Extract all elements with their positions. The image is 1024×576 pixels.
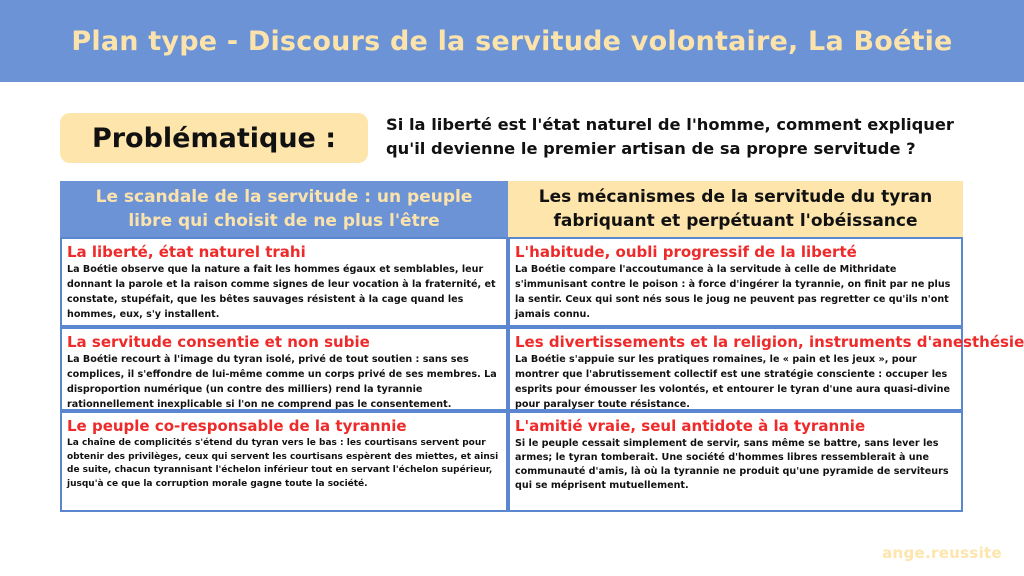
problematique-badge — [60, 113, 368, 163]
section-body: La Boétie s'appuie sur les pratiques romaines, le « pain et les jeux », pour montrer que l'abrutissement collectif est une stratégie consciente : occuper les esprits pour émousser les volontés, et entourer le tyran d'une aura quasi-divine pour paralyser toute résistance. — [515, 354, 950, 410]
section-title: L'habitude, oubli progressif de la liberté — [515, 243, 857, 261]
section-card — [508, 411, 963, 512]
section-body: La Boétie recourt à l'image du tyran isolé, privé de tout soutien : sans ses complices, il s'effondre de lui-même comme un corps privé de ses membres. La disproportion numérique (un contre des milliers) rend la tyrannie rationnellement inexplicable si l'on ne comprend pas le consentement. — [67, 354, 497, 410]
section-card — [60, 237, 508, 327]
problematique-question: Si la liberté est l'état naturel de l'homme, comment expliquer qu'il devienne le premier artisan de sa propre servitude ? — [386, 115, 954, 158]
section-title: Le peuple co-responsable de la tyrannie — [67, 417, 407, 435]
section-title: Les divertissements et la religion, instruments d'anesthésie — [515, 333, 1024, 351]
section-title: L'amitié vraie, seul antidote à la tyrannie — [515, 417, 866, 435]
title-banner — [0, 0, 1024, 82]
section-card — [60, 411, 508, 512]
section-card — [508, 327, 1024, 411]
section-title: La liberté, état naturel trahi — [67, 243, 306, 261]
section-body: Si le peuple cessait simplement de servir, sans même se battre, sans lever les armes; le tyran tomberait. Une société d'hommes libres ressemblerait à une communauté d'amis, là où la tyrannie ne produit qu'une pyramide de serviteurs qui se méprisent mutuellement. — [515, 438, 949, 491]
column-heading-left: Le scandale de la servitude : un peuple libre qui choisit de ne plus l'être — [60, 181, 508, 237]
section-body: La chaîne de complicités s'étend du tyran vers le bas : les courtisans servent pour obtenir des privilèges, ceux qui servent les courtisans espèrent des miettes, et ainsi de suite, chacun tyrannisant l'échelon inférieur tout en servant l'échelon supérieur, jusqu'à ce que la corruption morale gagne toute la société. — [67, 438, 499, 489]
section-card — [508, 237, 963, 327]
column-heading-right: Les mécanismes de la servitude du tyran fabriquant et perpétuant l'obéissance — [508, 181, 963, 237]
problematique-label: Problématique : — [91, 122, 337, 154]
page-title: Plan type - Discours de la servitude volontaire, La Boétie — [71, 25, 953, 57]
watermark: ange.reussite — [882, 544, 1002, 562]
section-body: La Boétie compare l'accoutumance à la servitude à celle de Mithridate s'immunisant contre le poison : à force d'ingérer la tyrannie, on finit par ne plus la sentir. Ceux qui sont nés sous le joug ne peuvent pas regretter ce qu'ils n'ont jamais connu. — [515, 264, 951, 320]
section-title: La servitude consentie et non subie — [67, 333, 370, 351]
section-body: La Boétie observe que la nature a fait les hommes égaux et semblables, leur donnant la parole et la raison comme signes de leur vocation à la fraternité, et constate, stupéfait, que les bêtes sauvages résistent à la cage quand les hommes, eux, s'y installent. — [67, 264, 496, 320]
section-card — [60, 327, 508, 411]
